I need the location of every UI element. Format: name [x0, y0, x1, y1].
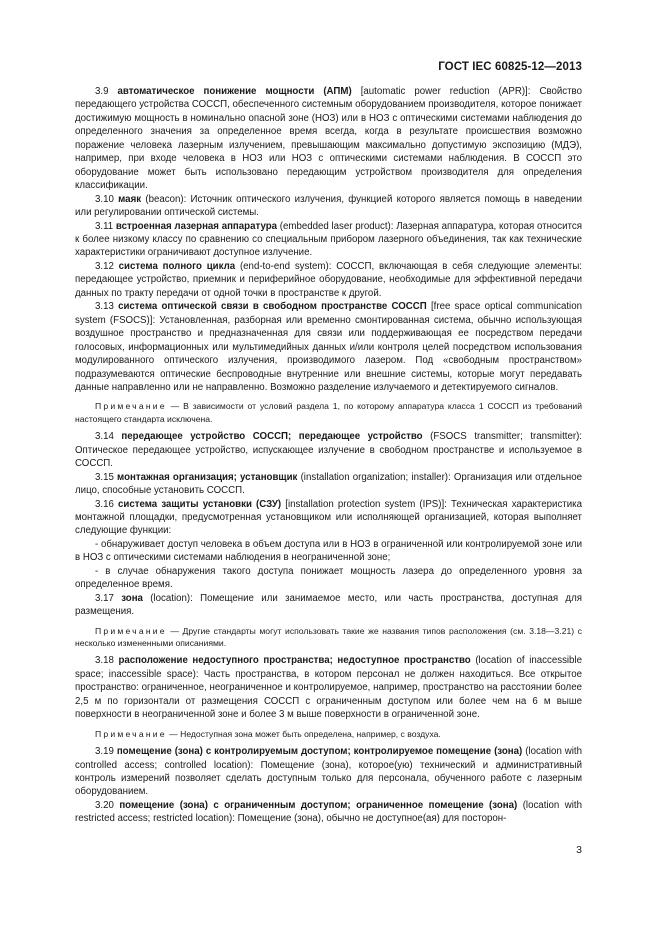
term-definition: 3.16 система защиты установки (СЗУ) [installation protection system (IPS)]: Техническая характеристика монтажной площадки, предусмотренная установщиком или исполняющей организацией, которая выполняет следующие функции:: [75, 498, 582, 537]
note: Примечание — Другие стандарты могут использовать такие же названия типов расположения (см. 3.18—3.21) с несколько измененными описаниями.: [75, 625, 582, 648]
note: Примечание — В зависимости от условий раздела 1, по которому аппаратура класса 1 СОССП из требований настоящего стандарта исключена.: [75, 401, 582, 424]
term-definition: 3.9 автоматическое понижение мощности (АПМ) [automatic power reduction (APR)]: Свойство передающего устройства СОССП, обеспеченного системным оборудованием производителя, которое понижает достижимую мощность в номинально опасной зоне (НОЗ) или в НОЗ с оптическими системами наблюдения до определенного значения за определенное время всегда, когда в результате происшествия возможно поражение человека лазерным излучением, превышающим максимально допустимую экспозицию (МДЭ), например, при входе человека в НОЗ или НОЗ с оптическими системами наблюдения. В СОССП это оборудование может быть использовано передающим устройством производителя для определения классификации.: [75, 86, 582, 192]
document-header: ГОСТ IEC 60825-12—2013: [438, 61, 582, 73]
term-definition: 3.11 встроенная лазерная аппаратура (embedded laser product): Лазерная аппаратура, которая относится к более низкому классу по сравнению со специальным прибором лазерного объединения, так как технические характеристики ограничивают доступное излучение.: [75, 220, 582, 259]
term-definition: 3.19 помещение (зона) с контролируемым доступом; контролируемое помещение (зона) (location with controlled access; controlled location): Помещение (зона), котороe(ую) технический и административный контроль измерений позволяет сделать доступным только для персонала, обученного работе с лазерным оборудованием.: [75, 746, 582, 798]
term-definition: 3.12 система полного цикла (end-to-end system): СОССП, включающая в себя следующие элементы: передающее устройство, приемник и периферийное оборудование, необходимые для эффективной передачи данных по тракту передачи от одной точки в пространстве к другой.: [75, 260, 582, 299]
term-definition: 3.10 маяк (beacon): Источник оптического излучения, функцией которого является помощь в наведении или регулировании оптической системы.: [75, 193, 582, 219]
term-definition: 3.14 передающее устройство СОССП; передающее устройство (FSOCS transmitter; transmitter): Оптическое передающее устройство, испускающее излучение в свободном пространстве и используемое в СОССП.: [75, 431, 582, 470]
list-item: - в случае обнаружения такого доступа понижает мощность лазера до определенного уровня за определенное время.: [75, 565, 582, 591]
page-number: 3: [576, 844, 582, 856]
term-definition: 3.15 монтажная организация; установщик (installation organization; installer): Организация или отдельное лицо, способные установить СОССП.: [75, 471, 582, 497]
term-definition: 3.18 расположение недоступного пространства; недоступное пространство (location of inaccessible space; inaccessible space): Часть пространства, в котором персонал не должен находиться. Все открытое пространство: ограниченное, неограниченное и контролируемое, например, пространство на расстоянии более 2,5 м по горизонтали от размещения СОССП с ограниченным доступом или более чем на 6 м выше поверхности в неограниченной зоне и более 3 м выше поверхности в ограниченной зоне.: [75, 655, 582, 721]
term-definition: 3.17 зона (location): Помещение или занимаемое место, или часть пространства, доступная для размещения.: [75, 592, 582, 618]
term-definition: 3.13 система оптической связи в свободном пространстве СОССП [free space optical communication system (FSOCS)]: Установленная, разборная или временно смонтированная система, обычно использующая воздушное пространство и предназначенная для связи или поддерживающая ее посредством передачи голосовых, информационных или мультимедийных данных и/или контроля целей посредством использования модулированного оптического излучения, производимого лазером. Под «свободным пространством» подразумеваются оптические беспроводные внутренние или внешние системы, которые могут передавать данные направленно или не направленно. Возможно разделение излучаемого и детектируемого сигналов.: [75, 301, 582, 393]
document-body: [75, 85, 582, 826]
list-item: - обнаруживает доступ человека в объем доступа или в НОЗ в ограниченной или контролируемой зоне или в НОЗ с оптическими системами наблюдения в неограниченной зоне;: [75, 538, 582, 564]
term-definition: 3.20 помещение (зона) с ограниченным доступом; ограниченное помещение (зона) (location with restricted access; restricted location): Помещение (зона), обычно не доступное(ая) для посторон-: [75, 799, 582, 825]
note: Примечание — Недоступная зона может быть определена, например, с воздуха.: [95, 728, 441, 739]
